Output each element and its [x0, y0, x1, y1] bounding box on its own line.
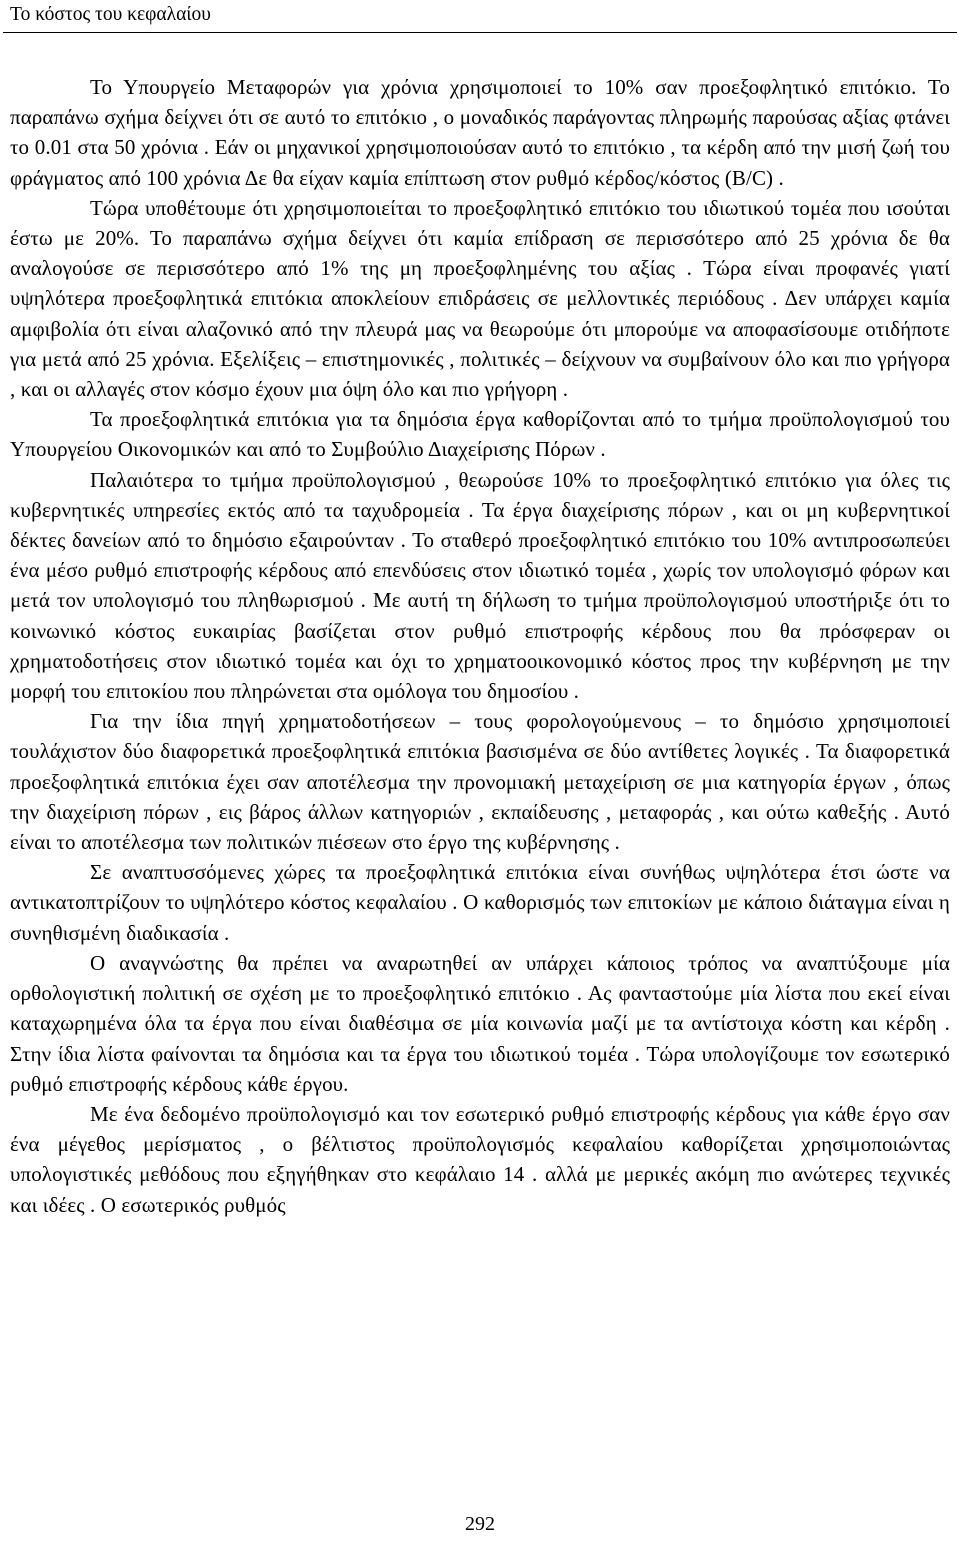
paragraph-3: Τα προεξοφλητικά επιτόκια για τα δημόσια έργα καθορίζονται από το τμήμα προϋπολογισμού του Υπουργείου Οικονομικών και από το Συμβούλιο Διαχείρισης Πόρων .: [10, 407, 950, 462]
page-number: 292: [465, 1513, 495, 1535]
paragraph-1: Το Υπουργείο Μεταφορών για χρόνια χρησιμοποιεί το 10% σαν προεξοφλητικό επιτόκιο. Το παραπάνω σχήμα δείχνει ότι σε αυτό το επιτόκιο , ο μοναδικός παράγοντας πληρωμής παρούσας αξίας φτάνει το 0.01 στα 50 χρόνια . Εάν οι μηχανικοί χρησιμοποιούσαν αυτό το επιτόκιο , τα κέρδη από την μισή ζωή του φράγματος από 100 χρόνια Δε θα είχαν καμία επίπτωση στον ρυθμό κέρδος/κόστος (B/C) .: [10, 75, 950, 190]
paragraph-5: Για την ίδια πηγή χρηματοδοτήσεων – τους φορολογούμενους – το δημόσιο χρησιμοποιεί τουλάχιστον δύο διαφορετικά προεξοφλητικά επιτόκια βασισμένα σε δύο αντίθετες λογικές . Τα διαφορετικά προεξοφλητικά επιτόκια έχει σαν αποτέλεσμα την προνομιακή μεταχείριση σε μια κατηγορία έργων , όπως την διαχείριση πόρων , εις βάρος άλλων κατηγοριών , εκπαίδευσης , μεταφοράς , και ούτω καθεξής . Αυτό είναι το αποτέλεσμα των πολιτικών πιέσεων στο έργο της κυβέρνησης .: [10, 709, 950, 855]
paragraph-2: Τώρα υποθέτουμε ότι χρησιμοποιείται το προεξοφλητικό επιτόκιο του ιδιωτικού τομέα που ισούται έστω με 20%. Το παραπάνω σχήμα δείχνει ότι καμία επίδραση σε περισσότερο από 25 χρόνια δε θα αναλογούσε σε περισσότερο από 1% της μη προεξοφλημένης του αξίας . Τώρα είναι προφανές γιατί υψηλότερα προεξοφλητικά επιτόκια αποκλείουν επιδράσεις σε μελλοντικές περιόδους . Δεν υπάρχει καμία αμφιβολία ότι είναι αλαζονικό από την πλευρά μας να θεωρούμε ότι μπορούμε να αποφασίσουμε οτιδήποτε για μετά από 25 χρόνια. Εξελίξεις – επιστημονικές , πολιτικές – δείχνουν να συμβαίνουν όλο και πιο γρήγορα , και οι αλλαγές στον κόσμο έχουν μια όψη όλο και πιο γρήγορη .: [10, 195, 950, 402]
paragraph-4: Παλαιότερα το τμήμα προϋπολογισμού , θεωρούσε 10% το προεξοφλητικό επιτόκιο για όλες τις κυβερνητικές υπηρεσίες εκτός από τα ταχυδρομεία . Τα έργα διαχείρισης πόρων , και οι μη κυβερνητικοί δέκτες δανείων από το δημόσιο εξαιρούνταν . Το σταθερό προεξοφλητικό επιτόκιο του 10% αντιπροσωπεύει ένα μέσο ρυθμό επιστροφής κέρδους από επενδύσεις στον ιδιωτικό τομέα , χωρίς τον υπολογισμό φόρων και μετά τον υπολογισμό του πληθωρισμού . Με αυτή τη δήλωση το τμήμα προϋπολογισμού υποστήριξε ότι το κοινωνικό κόστος ευκαιρίας βασίζεται στον ρυθμό επιστροφής κέρδους που θα πρόσφεραν οι χρηματοδοτήσεις στον ιδιωτικό τομέα και όχι το χρηματοοικονομικό κόστος προς την κυβέρνηση με την μορφή του επιτοκίου που πληρώνεται στα ομόλογα του δημοσίου .: [10, 467, 950, 704]
paragraph-8: Με ένα δεδομένο προϋπολογισμό και τον εσωτερικό ρυθμό επιστροφής κέρδους για κάθε έργο σαν ένα μέγεθος μερίσματος , ο βέλτιστος προϋπολογισμός κεφαλαίου καθορίζεται χρησιμοποιώντας υπολογιστικές μεθόδους που εξηγήθηκαν στο κεφάλαιο 14 . αλλά με μερικές ακόμη πιο ανώτερες τεχνικές και ιδέες . Ο εσωτερικός ρυθμός: [10, 1101, 950, 1217]
paragraph-7: Ο αναγνώστης θα πρέπει να αναρωτηθεί αν υπάρχει κάποιος τρόπος να αναπτύξουμε μία ορθολογιστική πολιτική σε σχέση με το προεξοφλητικό επιτόκιο . Ας φανταστούμε μία λίστα που εκεί είναι καταχωρημένα όλα τα έργα που είναι διαθέσιμα σε μία κοινωνία μαζί με τα αντίστοιχα κόστη και κέρδη . Στην ίδια λίστα φαίνονται τα δημόσια και τα έργα του ιδιωτικού τομέα . Τώρα υπολογίζουμε τον εσωτερικό ρυθμό επιστροφής κέρδους κάθε έργου.: [10, 950, 950, 1096]
header-divider: [3, 32, 957, 33]
running-header-title: Το κόστος του κεφαλαίου: [10, 4, 211, 25]
main-body-text: [10, 72, 950, 1220]
paragraph-6: Σε αναπτυσσόμενες χώρες τα προεξοφλητικά επιτόκια είναι συνήθως υψηλότερα έτσι ώστε να αντικατοπτρίζουν το υψηλότερο κόστος κεφαλαίου . Ο καθορισμός των επιτοκίων με κάποιο διάταγμα είναι η συνηθισμένη διαδικασία .: [10, 860, 950, 945]
